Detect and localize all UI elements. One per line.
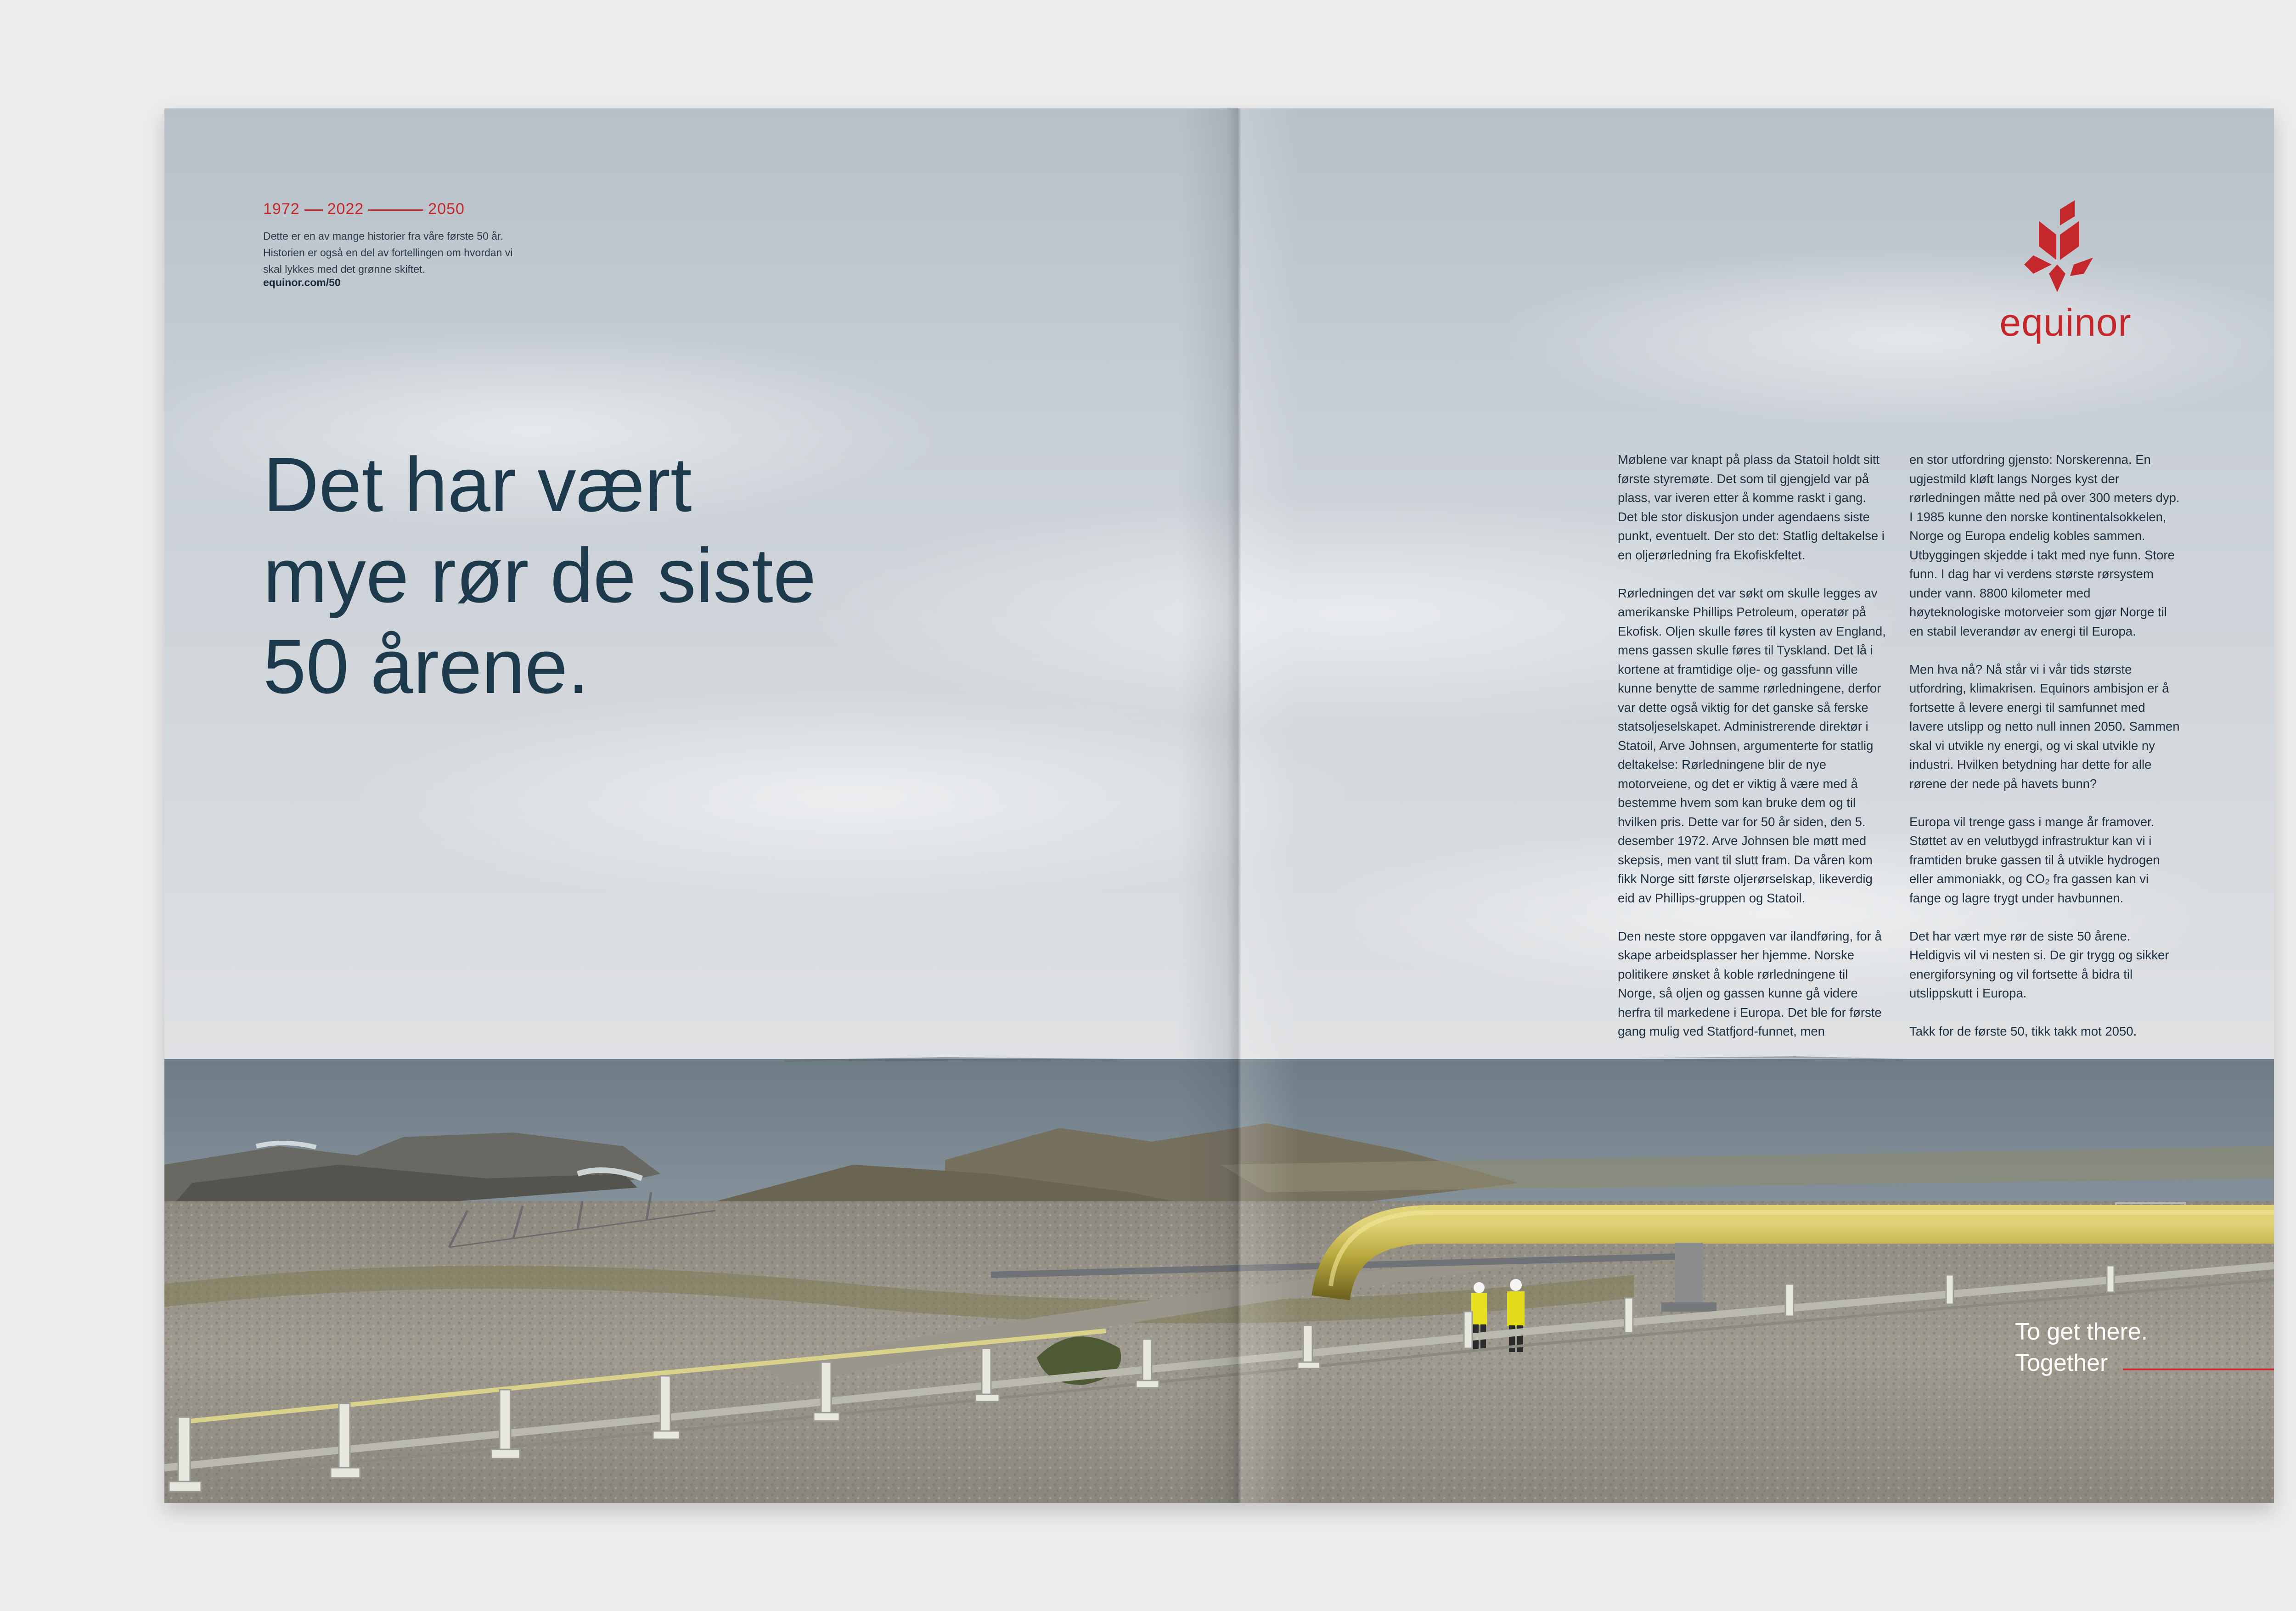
body-paragraph: en stor utfordring gjensto: Norskerenna. En ugjestmild kløft langs Norges kyst der rørledningen måtte ned på over 300 meters dyp. I 1985 kunne den norske kontinentalsokkelen, Norge og Europa endelig kobles sammen. Utbyggingen skjedde i takt med nye funn. Store funn. I dag har vi verdens største rørsystem under vann. 8800 kilometer med høyteknologiske motorveier som gjør Norge til en stabil leverandør av energi til Europa. xyxy=(1909,452,2180,638)
tagline-line-1: To get there. xyxy=(2015,1318,2148,1345)
body-paragraph: Møblene var knapt på plass da Statoil holdt sitt første styremøte. Det som til gjengjeld var på plass, var iveren etter å komme raskt i gang. Det ble stor diskusjon under agendaens siste punkt, eventuelt. Der sto det: Statlig deltakelse i en oljerørledning fra Ekofiskfeltet. xyxy=(1618,452,1885,562)
headline-line-1: Det har vært xyxy=(263,441,692,528)
equinor-star-logo-icon xyxy=(2006,200,2116,292)
timeline-start: 1972 xyxy=(263,200,300,218)
body-paragraph: Men hva nå? Nå står vi i vår tids største utfordring, klimakrisen. Equinors ambisjon er å fortsette å levere energi til samfunnet med lavere utslipp og netto null innen 2050. Sammen skal vi utvikle ny energi, og vi skal utvikle ny industri. Hvilken betydning har dette for alle rørene der nede på havets bunn? xyxy=(1909,662,2180,791)
tagline-line-2: Together xyxy=(2015,1350,2108,1376)
headline xyxy=(263,439,906,712)
headline-line-3: 50 årene. xyxy=(263,623,589,710)
body-column-1 xyxy=(1618,450,1889,1060)
equinor-wordmark: equinor xyxy=(1999,301,2132,344)
page-gutter-shadow xyxy=(1179,108,1299,1503)
timeline-rule-long xyxy=(368,209,423,211)
magazine-spread xyxy=(164,108,2274,1503)
headline-line-2: mye rør de siste xyxy=(263,532,816,619)
body-paragraph: Europa vil trenge gass i mange år framover. Støttet av en velutbygd infrastruktur kan vi i framtiden bruke gassen til å utvikle hydrogen eller ammoniakk, og CO₂ fra gassen kan vi fange og lagre trygt under havbunnen. xyxy=(1909,814,2160,905)
intro-text: Dette er en av mange historier fra våre første 50 år. Historien er også en del av fortellingen om hvordan vi skal lykkes med det grønne skiftet. xyxy=(263,230,513,275)
body-column-2 xyxy=(1909,450,2180,1060)
equinor-50-link[interactable]: equinor.com/50 xyxy=(263,276,341,288)
body-paragraph: Rørledningen det var søkt om skulle legges av amerikanske Phillips Petroleum, operatør på Ekofisk. Oljen skulle føres til kysten av England, mens gassen skulle føres til Tyskland. Det lå i kortene at framtidige olje- og gassfunn ville kunne benytte de samme rørledningene, derfor var dette også viktig for det ganske så ferske statsoljeselskapet. Administrerende direktør i Statoil, Arve Johnsen, argumenterte for statlig deltakelse: Rørledningene blir de nye motorveiene, og det er viktig å være med å bestemme hvem som kan bruke dem og til hvilken pris. Dette var for 50 år siden, den 5. desember 1972. Arve Johnsen ble møtt med skepsis, men vant til slutt fram. Da våren kom fikk Norge sitt første oljerørselskap, likeverdig eid av Phillips-gruppen og Statoil. xyxy=(1618,586,1886,905)
body-paragraph: Den neste store oppgaven var ilandføring, for å skape arbeidsplasser her hjemme. Norske politikere ønsket å koble rørledningene til Norge, så oljen og gassen kunne gå videre herfra til markedene i Europa. Det ble for første gang mulig ved Statfjord-funnet, men xyxy=(1618,929,1882,1038)
timeline-label xyxy=(263,200,465,218)
tagline-red-rule xyxy=(2123,1369,2274,1370)
body-paragraph: Det har vært mye rør de siste 50 årene. Heldigvis vil vi nesten si. De gir trygg og sikker energiforsyning og vil fortsette å bidra til utslippskutt i Europa. xyxy=(1909,929,2169,1000)
body-paragraph: Takk for de første 50, tikk takk mot 2050. xyxy=(1909,1024,2137,1038)
timeline-end: 2050 xyxy=(428,200,465,218)
timeline-rule-short xyxy=(304,209,323,211)
timeline-mid: 2022 xyxy=(327,200,364,218)
